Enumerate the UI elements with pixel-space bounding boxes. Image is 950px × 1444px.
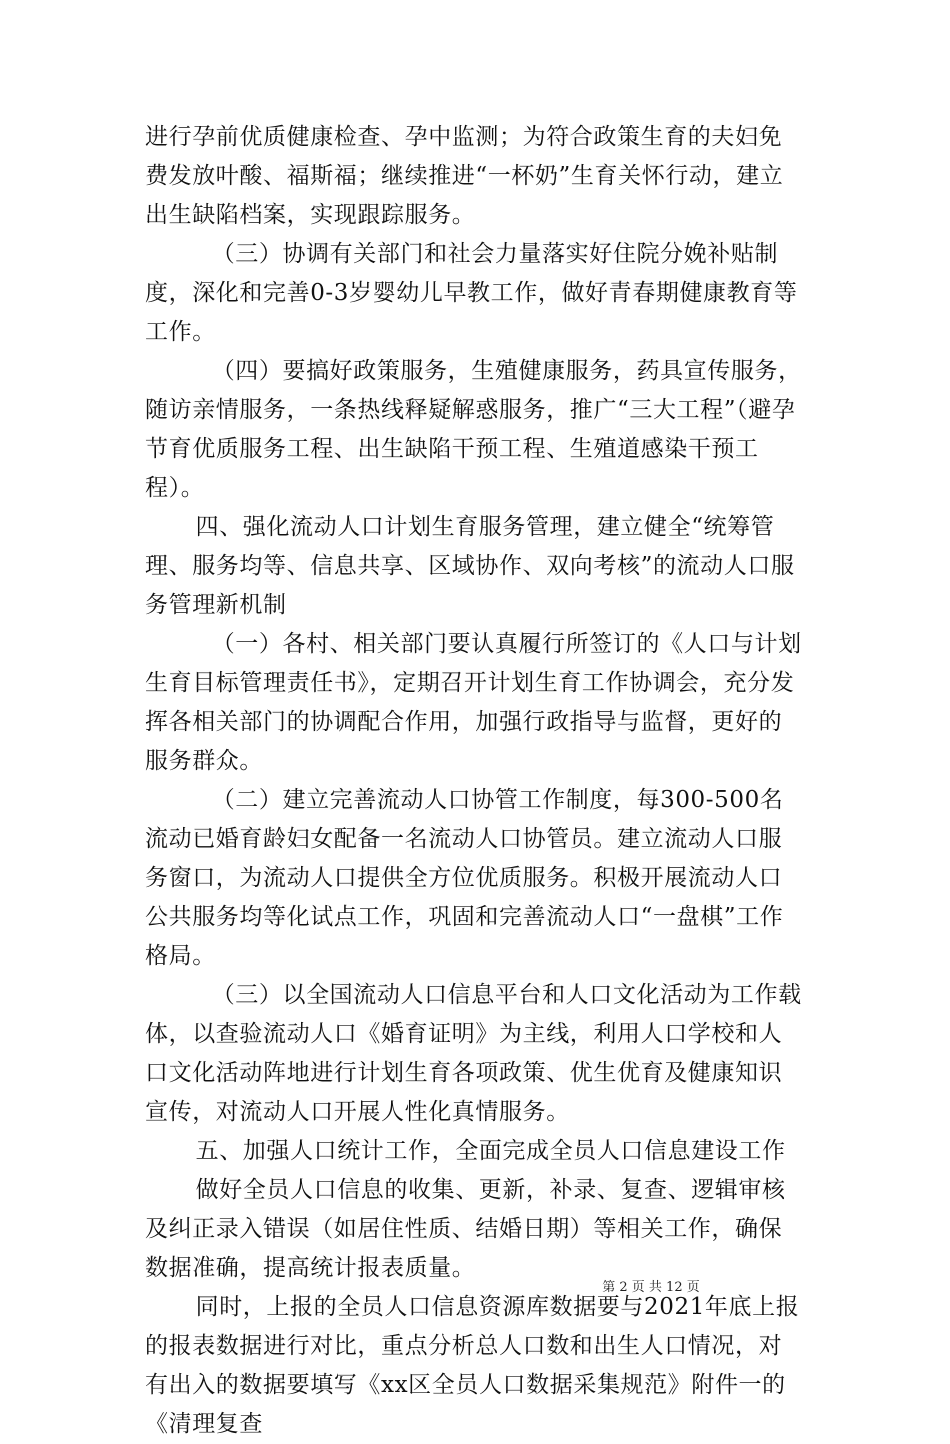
paragraph-item-3: （三）协调有关部门和社会力量落实好住院分娩补贴制度，深化和完善0-3岁婴幼儿早教工作，做好青春期健康教育等工作。	[145, 241, 798, 345]
page-number: 第 2 页 共 12 页	[602, 1280, 700, 1295]
section-heading-5: 五、加强人口统计工作，全面完成全员人口信息建设工作	[195, 1138, 786, 1164]
paragraph-body-2: 同时，上报的全员人口信息资源库数据要与2021年底上报的报表数据进行对比，重点分析总人口数和出生人口情况，对有出入的数据要填写《xx区全员人口数据采集规范》附件一的《清理复查	[145, 1294, 800, 1437]
section-heading-4: 四、强化流动人口计划生育服务管理，建立健全“统筹管理、服务均等、信息共享、区域协作、双向考核”的流动人口服务管理新机制	[145, 514, 795, 618]
paragraph-item-4: （四）要搞好政策服务，生殖健康服务，药具宣传服务，随访亲情服务，一条热线释疑解惑服务，推广“三大工程”（避孕节育优质服务工程、出生缺陷干预工程、生殖道感染干预工程）。	[145, 358, 802, 501]
document-body	[145, 118, 805, 1444]
paragraph-body: 做好全员人口信息的收集、更新，补录、复查、逻辑审核及纠正录入错误（如居住性质、结婚日期）等相关工作，确保数据准确，提高统计报表质量。	[145, 1177, 786, 1281]
paragraph-item-3b: （三）以全国流动人口信息平台和人口文化活动为工作载体，以查验流动人口《婚育证明》为主线，利用人口学校和人口文化活动阵地进行计划生育各项政策、优生优育及健康知识宣传，对流动人口开展人性化真情服务。	[145, 982, 802, 1125]
paragraph-item-1: （一）各村、相关部门要认真履行所签订的《人口与计划生育目标管理责任书》，定期召开计划生育工作协调会，充分发挥各相关部门的协调配合作用，加强行政指导与监督，更好的服务群众。	[145, 631, 802, 774]
paragraph-continuation: 进行孕前优质健康检查、孕中监测；为符合政策生育的夫妇免费发放叶酸、福斯福；继续推进“一杯奶”生育关怀行动，建立出生缺陷档案，实现跟踪服务。	[145, 124, 784, 228]
paragraph-item-2: （二）建立完善流动人口协管工作制度，每300-500名流动已婚育龄妇女配备一名流动人口协管员。建立流动人口服务窗口，为流动人口提供全方位优质服务。积极开展流动人口公共服务均等化试点工作，巩固和完善流动人口“一盘棋”工作格局。	[145, 787, 784, 969]
page-footer	[0, 1276, 950, 1295]
